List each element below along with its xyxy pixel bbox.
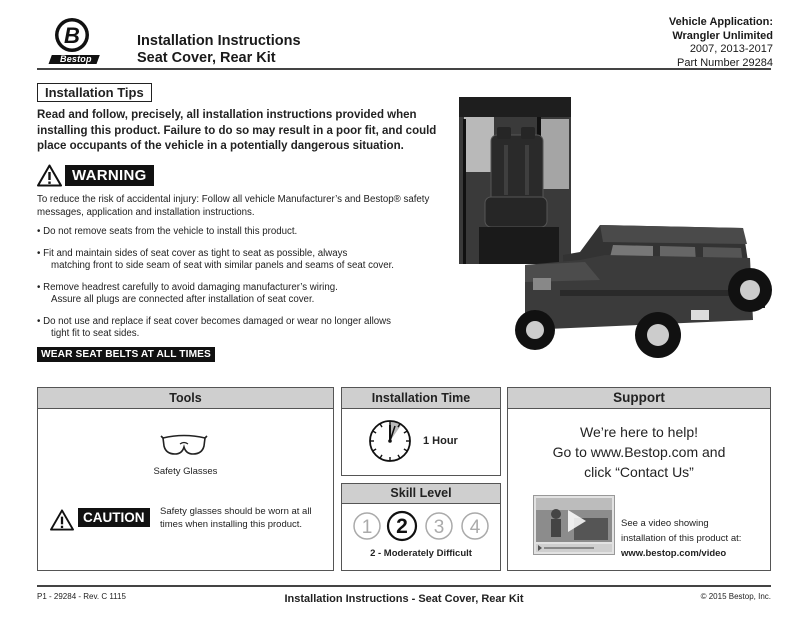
support-heading: Support bbox=[508, 388, 770, 409]
title-line-2: Seat Cover, Rear Kit bbox=[137, 50, 276, 66]
vehicle-years: 2007, 2013-2017 bbox=[689, 43, 773, 55]
warning-triangle-icon bbox=[37, 164, 62, 187]
footer-revision: P1 - 29284 - Rev. C 1115 bbox=[37, 592, 126, 601]
skill-level-panel bbox=[341, 483, 501, 571]
footer-divider bbox=[37, 585, 771, 587]
support-message bbox=[508, 422, 770, 482]
skill-level-heading: Skill Level bbox=[342, 484, 500, 504]
vehicle-application bbox=[669, 16, 773, 70]
support-line-2[interactable]: Go to www.Bestop.com and bbox=[552, 444, 726, 460]
video-link[interactable]: www.bestop.com/video bbox=[621, 548, 727, 559]
safety-glasses-icon bbox=[160, 432, 208, 458]
skill-level-4-label: 4 bbox=[469, 517, 481, 538]
logo-wordmark: Bestop bbox=[60, 54, 92, 64]
skill-level-scale bbox=[351, 510, 493, 542]
installation-time-panel bbox=[341, 387, 501, 476]
title-line-1: Installation Instructions bbox=[137, 33, 301, 49]
caution-text: Safety glasses should be worn at all times when installing this product. bbox=[160, 506, 312, 530]
warning-badge: WARNING bbox=[65, 165, 154, 186]
skill-level-3 bbox=[426, 513, 452, 539]
installation-tips-heading: Installation Tips bbox=[37, 83, 152, 102]
skill-level-4 bbox=[462, 513, 488, 539]
skill-level-2 bbox=[388, 512, 416, 540]
caution-badge: CAUTION bbox=[78, 508, 150, 527]
support-line-1: We’re here to help! bbox=[579, 424, 699, 440]
tips-bullet-list bbox=[37, 226, 457, 350]
svg-text:B: B bbox=[64, 23, 80, 48]
bestop-logo bbox=[38, 16, 102, 66]
vehicle-app-label: Vehicle Application: bbox=[668, 16, 773, 28]
warning-text: To reduce the risk of accidental injury: Follow all vehicle Manufacturer’s and Bestop® safety messages, application and installation instructions. bbox=[37, 194, 430, 218]
footer-copyright: © 2015 Bestop, Inc. bbox=[700, 592, 771, 601]
list-item: • Do not remove seats from the vehicle to install this product. bbox=[37, 226, 298, 237]
installation-time-value: 1 Hour bbox=[423, 435, 458, 447]
installation-time-heading: Installation Time bbox=[342, 388, 500, 409]
support-line-3: click “Contact Us” bbox=[584, 464, 694, 480]
list-item: • Fit and maintain sides of seat cover as tight to seat as possible, always matching front to side seam of seat with similar panels and seams of seat cover. bbox=[37, 247, 394, 271]
safety-glasses-label: Safety Glasses bbox=[153, 466, 218, 477]
caution-triangle-icon bbox=[50, 509, 74, 531]
tips-intro-text: Read and follow, precisely, all installation instructions provided when installing this product. Failure to do so may result in a poor fit, and could place occupants of the vehicle in a potentially dangerous situation. bbox=[37, 109, 437, 152]
seatbelt-banner: WEAR SEAT BELTS AT ALL TIMES bbox=[37, 347, 215, 362]
tools-heading: Tools bbox=[38, 388, 333, 409]
video-thumbnail[interactable] bbox=[533, 495, 615, 555]
jeep-vehicle-photo bbox=[505, 220, 773, 370]
document-title bbox=[137, 33, 301, 67]
support-panel bbox=[507, 387, 771, 571]
header-divider bbox=[37, 68, 771, 70]
part-number: Part Number 29284 bbox=[677, 56, 773, 69]
video-line-1: See a video showing bbox=[621, 518, 709, 529]
skill-level-2-label: 2 bbox=[396, 515, 408, 538]
skill-level-3-label: 3 bbox=[433, 517, 445, 538]
video-caption bbox=[621, 516, 741, 561]
list-item: • Remove headrest carefully to avoid damaging manufacturer’s wiring. Assure all plugs are connected after installation of seat cover. bbox=[37, 281, 338, 305]
list-item: • Do not use and replace if seat cover becomes damaged or wear no longer allows tight fit to seat sides. bbox=[37, 315, 391, 339]
footer-title: Installation Instructions - Seat Cover, Rear Kit bbox=[284, 593, 524, 605]
vehicle-model: Wrangler Unlimited bbox=[672, 29, 773, 42]
skill-level-value: 2 - Moderately Difficult bbox=[370, 548, 472, 559]
clock-icon bbox=[365, 416, 415, 466]
video-line-2: installation of this product at: bbox=[621, 533, 742, 544]
skill-level-1-label: 1 bbox=[361, 517, 373, 538]
skill-level-1 bbox=[354, 513, 380, 539]
tools-panel bbox=[37, 387, 334, 571]
